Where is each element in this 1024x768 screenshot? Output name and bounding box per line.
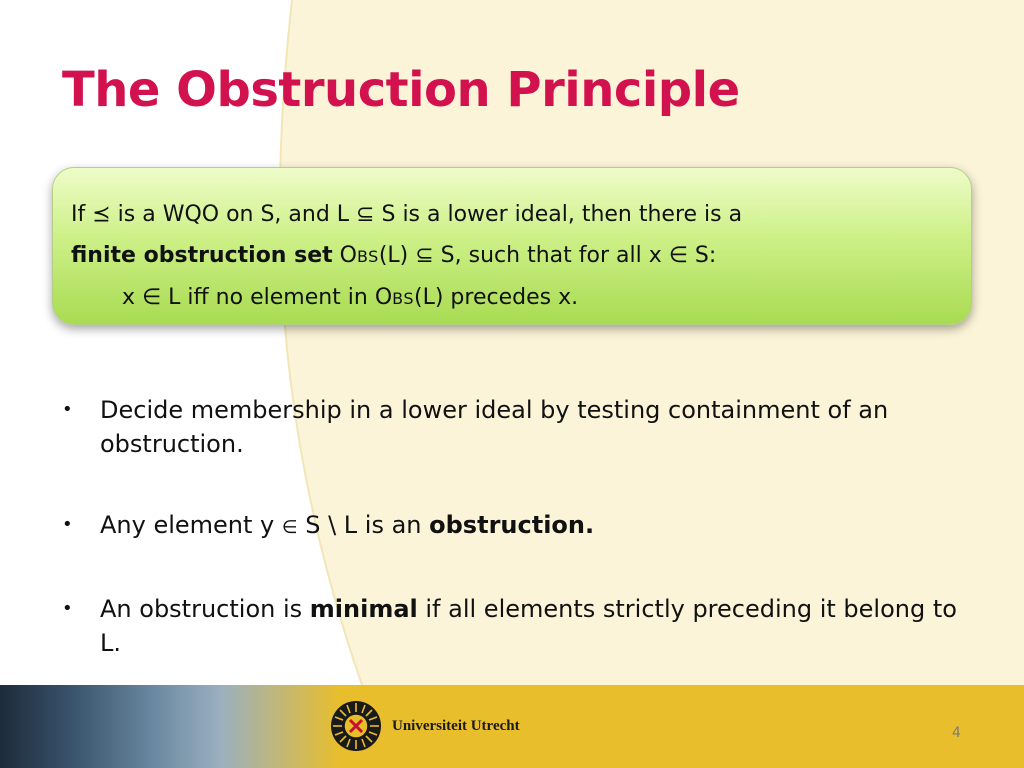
slide-title: The Obstruction Principle <box>62 62 740 118</box>
finite-obstruction-set-term: finite obstruction set <box>71 243 333 268</box>
theorem-line-1: If ⪯ is a WQO on S, and L ⊆ S is a lower ideal, then there is a <box>71 202 743 227</box>
bullet-item: • Any element y ∈ S \ L is an obstruction. <box>62 508 962 545</box>
university-name: Universiteit Utrecht <box>392 718 520 734</box>
theorem-box <box>52 167 972 325</box>
bullet-marker: • <box>62 514 73 535</box>
bullet-marker: • <box>62 598 73 619</box>
obstruction-term: obstruction. <box>429 511 595 539</box>
bullet-item: • An obstruction is minimal if all elements strictly preceding it belong to L. <box>62 592 962 660</box>
bullet-item: • Decide membership in a lower ideal by testing containment of an obstruction. <box>62 393 962 461</box>
minimal-term: minimal <box>309 595 418 623</box>
page-number: 4 <box>952 725 961 741</box>
theorem-line-3: x ∈ L iff no element in OBS(L) precedes x. <box>122 285 579 310</box>
bullet-list <box>62 393 962 707</box>
footer-photo <box>0 685 340 768</box>
university-seal-icon <box>330 700 382 752</box>
theorem-line-2: finite obstruction set OBS(L) ⊆ S, such that for all x ∈ S: <box>71 243 717 268</box>
bullet-marker: • <box>62 399 73 420</box>
